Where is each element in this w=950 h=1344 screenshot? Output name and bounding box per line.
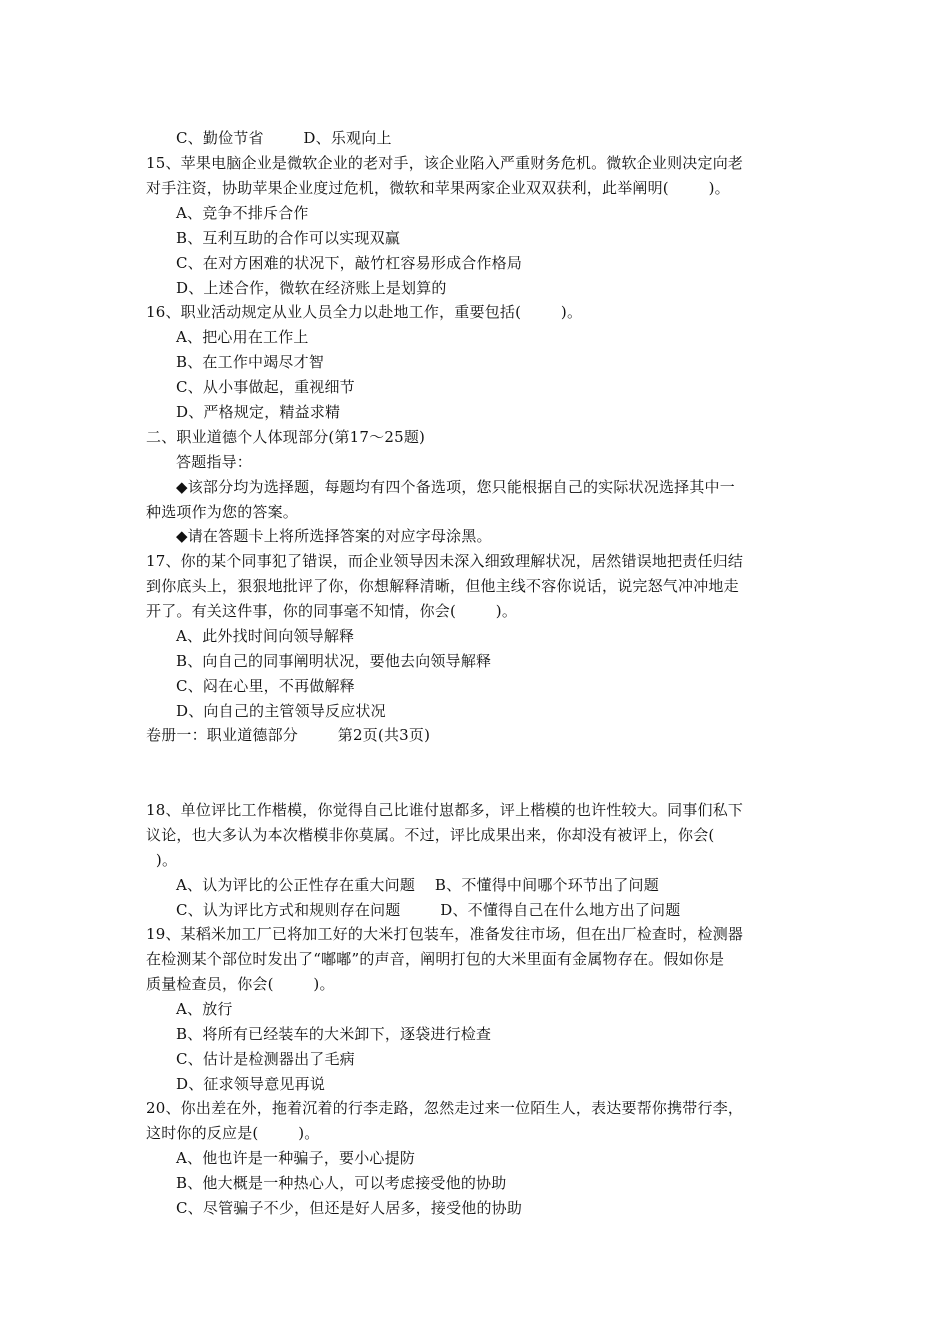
q16-option-a: A、把心用在工作上 xyxy=(176,328,309,346)
q16-option-b: B、在工作中竭尽才智 xyxy=(176,353,325,371)
q16-stem: 16、职业活动规定从业人员全力以赴地工作，重要包括( )。 xyxy=(146,303,583,321)
q19-stem-line2: 在检测某个部位时发出了“嘟嘟”的声音，阐明打包的大米里面有金属物存在。假如你是 xyxy=(146,950,725,968)
instruction-1-line1: ◆该部分均为选择题，每题均有四个备选项，您只能根据自己的实际状况选择其中一 xyxy=(176,478,735,496)
q15-stem-line2: 对手注资，协助苹果企业度过危机，微软和苹果两家企业双双获利，此举阐明( )。 xyxy=(146,179,730,197)
q17-option-d: D、向自己的主管领导反应状况 xyxy=(176,702,386,720)
q19-option-d: D、征求领导意见再说 xyxy=(176,1075,326,1093)
q19-stem-line1: 19、某稻米加工厂已将加工好的大米打包装车，准备发往市场，但在出厂检查时，检测器 xyxy=(146,925,744,943)
section-heading: 二、职业道德个人体现部分(第17～25题) xyxy=(146,428,426,446)
q20-option-a: A、他也许是一种骗子，要小心提防 xyxy=(176,1149,416,1167)
q17-option-b: B、向自己的同事阐明状况，要他去向领导解释 xyxy=(176,652,492,670)
q19-option-a: A、放行 xyxy=(176,1000,233,1018)
q16-option-d: D、严格规定，精益求精 xyxy=(176,403,341,421)
page-footer: 卷册一：职业道德部分 第2页(共3页) xyxy=(146,726,431,744)
q15-stem-line1: 15、苹果电脑企业是微软企业的老对手，该企业陷入严重财务危机。微软企业则决定向老 xyxy=(146,154,744,172)
q17-stem-line1: 17、你的某个同事犯了错误，而企业领导因未深入细致理解状况，居然错误地把责任归结 xyxy=(146,552,744,570)
q17-stem-line3: 开了。有关这件事，你的同事毫不知情，你会( )。 xyxy=(146,602,518,620)
q14-options-cd: C、勤俭节省 D、乐观向上 xyxy=(176,129,392,147)
q19-option-b: B、将所有已经装车的大米卸下，逐袋进行检查 xyxy=(176,1025,492,1043)
q17-option-a: A、此外找时间向领导解释 xyxy=(176,627,355,645)
instruction-2: ◆请在答题卡上将所选择答案的对应字母涂黑。 xyxy=(176,527,492,545)
q17-stem-line2: 到你底头上，狠狠地批评了你，你想解释清晰，但他主线不容你说话，说完怒气冲冲地走 xyxy=(146,577,739,595)
q19-option-c: C、估计是检测器出了毛病 xyxy=(176,1050,355,1068)
q15-option-a: A、竞争不排斥合作 xyxy=(176,204,309,222)
q20-option-c: C、尽管骗子不少，但还是好人居多，接受他的协助 xyxy=(176,1199,523,1217)
q18-stem-line3: )。 xyxy=(146,851,178,869)
q15-option-c: C、在对方困难的状况下，敲竹杠容易形成合作格局 xyxy=(176,254,523,272)
q19-stem-line3: 质量检查员，你会( )。 xyxy=(146,975,335,993)
q17-option-c: C、闷在心里，不再做解释 xyxy=(176,677,355,695)
q18-stem-line2: 议论，也大多认为本次楷模非你莫属。不过，评比成果出来，你却没有被评上，你会( xyxy=(146,826,715,844)
q20-option-b: B、他大概是一种热心人，可以考虑接受他的协助 xyxy=(176,1174,507,1192)
q18-stem-line1: 18、单位评比工作楷模，你觉得自己比谁付崽都多，评上楷模的也许性较大。同事们私下 xyxy=(146,801,744,819)
q20-stem-line1: 20、你出差在外，拖着沉着的行李走路，忽然走过来一位陌生人，表达要帮你携带行李， xyxy=(146,1099,744,1117)
q18-options-ab: A、认为评比的公正性存在重大问题 B、不懂得中间哪个环节出了问题 xyxy=(176,876,659,894)
q18-options-cd: C、认为评比方式和规则存在问题 D、不懂得自己在什么地方出了问题 xyxy=(176,901,681,919)
q16-option-c: C、从小事做起，重视细节 xyxy=(176,378,355,396)
q15-option-d: D、上述合作，微软在经济账上是划算的 xyxy=(176,279,447,297)
instruction-1-line2: 种选项作为您的答案。 xyxy=(146,503,299,521)
q15-option-b: B、互利互助的合作可以实现双赢 xyxy=(176,229,401,247)
q20-stem-line2: 这时你的反应是( )。 xyxy=(146,1124,320,1142)
instructions-label: 答题指导： xyxy=(176,453,253,471)
